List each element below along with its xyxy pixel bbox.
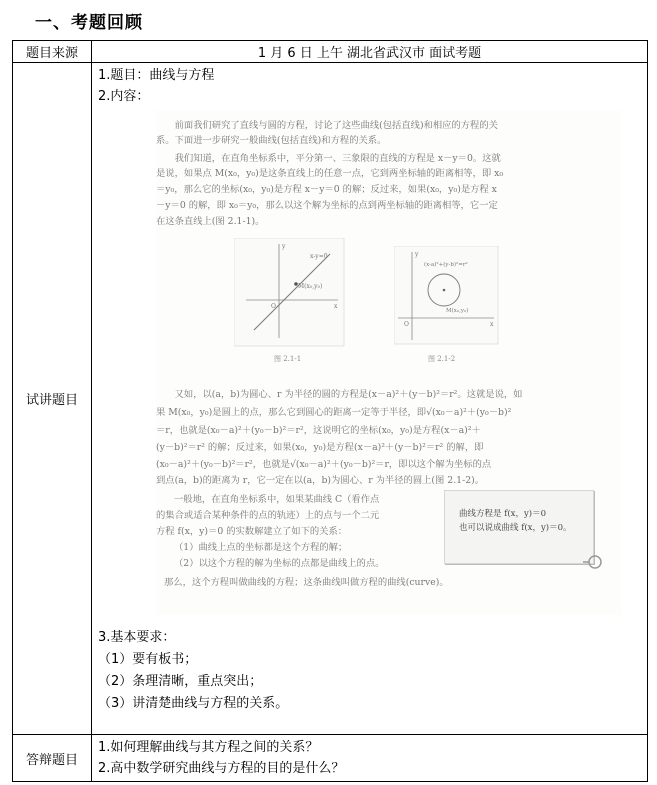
section-heading: 一、考题回顾	[35, 13, 143, 33]
figure-caption: 图 2.1-2	[428, 355, 456, 363]
text-line: 前面我们研究了直线与圆的方程，讨论了这些曲线(包括直线)和相应的方程的关	[174, 120, 498, 131]
topic-line: 1.题目：曲线与方程	[98, 68, 215, 83]
note-line: 也可以说成曲线 f(x，y)＝0。	[459, 523, 572, 533]
requirement-item: （2）条理清晰，重点突出；	[98, 674, 263, 689]
circle-equation: (x-a)²+(y-b)²=r²	[424, 262, 468, 268]
requirement-item: （1）要有板书；	[98, 652, 198, 667]
text-line: ＝y₀，那么它的坐标(x₀，y₀)是方程 x－y＝0 的解；反过来，如果(x₀，y₀)是方程 x	[156, 184, 497, 195]
text-line: (x₀－a)²＋(y₀－b)²＝r²，也就是√(x₀－a)²＋(y₀－b)²＝r，即以这个解为坐标的点	[156, 459, 492, 470]
textbook-excerpt	[156, 110, 621, 615]
text-line: 到点(a，b)的距离为 r，它一定在以(a，b)为圆心、r 为半径的圆上(图 2.1-2)。	[156, 475, 485, 486]
defense-question: 2.高中数学研究曲线与方程的目的是什么？	[98, 761, 345, 776]
text-line: 一般地，在直角坐标系中，如果某曲线 C（看作点	[174, 494, 380, 505]
text-line: 又如，以(a，b)为圆心、r 为半径的圆的方程是(x－a)²＋(y－b)²＝r²。这就是说，如	[174, 389, 523, 400]
y-axis-label: y	[282, 243, 286, 250]
y-axis-label: y	[415, 251, 419, 258]
defense-label: 答辩题目	[13, 735, 92, 782]
text-line: 方程 f(x，y)＝0 的实数解建立了如下的关系：	[156, 526, 348, 537]
source-value: 1 月 6 日 上午 湖北省武汉市 面试考题	[92, 41, 648, 63]
text-line: ＝r，也就是(x₀－a)²＋(y₀－b)²＝r²，这说明它的坐标(x₀，y₀)是方程(x－a)²＋	[156, 425, 481, 436]
defense-question: 1.如何理解曲线与其方程之间的关系？	[98, 740, 319, 755]
text-line: （2）以这个方程的解为坐标的点都是曲线上的点。	[174, 558, 385, 569]
text-line: 在这条直线上(图 2.1-1)。	[156, 216, 265, 227]
requirement-item: （3）讲清楚曲线与方程的关系。	[98, 696, 289, 711]
x-axis-label: x	[334, 303, 338, 310]
trial-content	[92, 63, 648, 735]
defense-content	[92, 735, 648, 782]
point-label: M(x₀,y₀)	[298, 283, 323, 290]
text-line: 的集合或适合某种条件的点的轨迹）上的点与一个二元	[156, 510, 380, 521]
sidebar-note	[444, 490, 594, 564]
text-line: 果 M(x₀，y₀)是圆上的点，那么它到圆心的距离一定等于半径，即√(x₀－a)²＋(y₀－b)²	[156, 407, 512, 418]
source-label: 题目来源	[13, 41, 92, 63]
origin-label: O	[404, 321, 409, 328]
origin-label: O	[271, 303, 276, 310]
figure-caption: 图 2.1-1	[274, 355, 302, 363]
text-line: (y－b)²＝r² 的解；反过来，如果(x₀，y₀)是方程(x－a)²＋(y－b)²＝r² 的解，即	[156, 442, 484, 453]
figure-line	[234, 238, 346, 348]
exam-table	[12, 40, 648, 782]
point-label: M(x₀,y₀)	[446, 308, 469, 314]
content-line: 2.内容：	[98, 89, 150, 104]
x-axis-label: x	[490, 321, 494, 328]
text-line: 那么，这个方程叫做曲线的方程；这条曲线叫做方程的曲线(curve)。	[164, 577, 449, 588]
note-line: 曲线方程是 f(x，y)＝0	[459, 509, 546, 519]
text-line: 系。下面进一步研究一般曲线(包括直线)和方程的关系。	[156, 135, 387, 146]
line-label: x-y=0	[310, 253, 328, 260]
figure-circle	[394, 246, 500, 346]
key-icon	[581, 553, 603, 571]
defense-row	[13, 735, 648, 782]
trial-row	[13, 63, 648, 735]
text-line: 是说，如果点 M(x₀，y₀)是这条直线上的任意一点，它到两坐标轴的距离相等，即 x₀	[156, 168, 504, 179]
text-line: （1）曲线上点的坐标都是这个方程的解；	[174, 542, 348, 553]
text-line: 我们知道，在直角坐标系中，平分第一、三象限的直线的方程是 x－y＝0。这就	[174, 153, 501, 164]
requirements-title: 3.基本要求：	[98, 630, 176, 645]
source-row	[13, 41, 648, 63]
trial-label: 试讲题目	[13, 63, 92, 735]
text-line: －y＝0 的解，即 x₀＝y₀，那么以这个解为坐标的点到两坐标轴的距离相等，它一定	[156, 200, 498, 211]
